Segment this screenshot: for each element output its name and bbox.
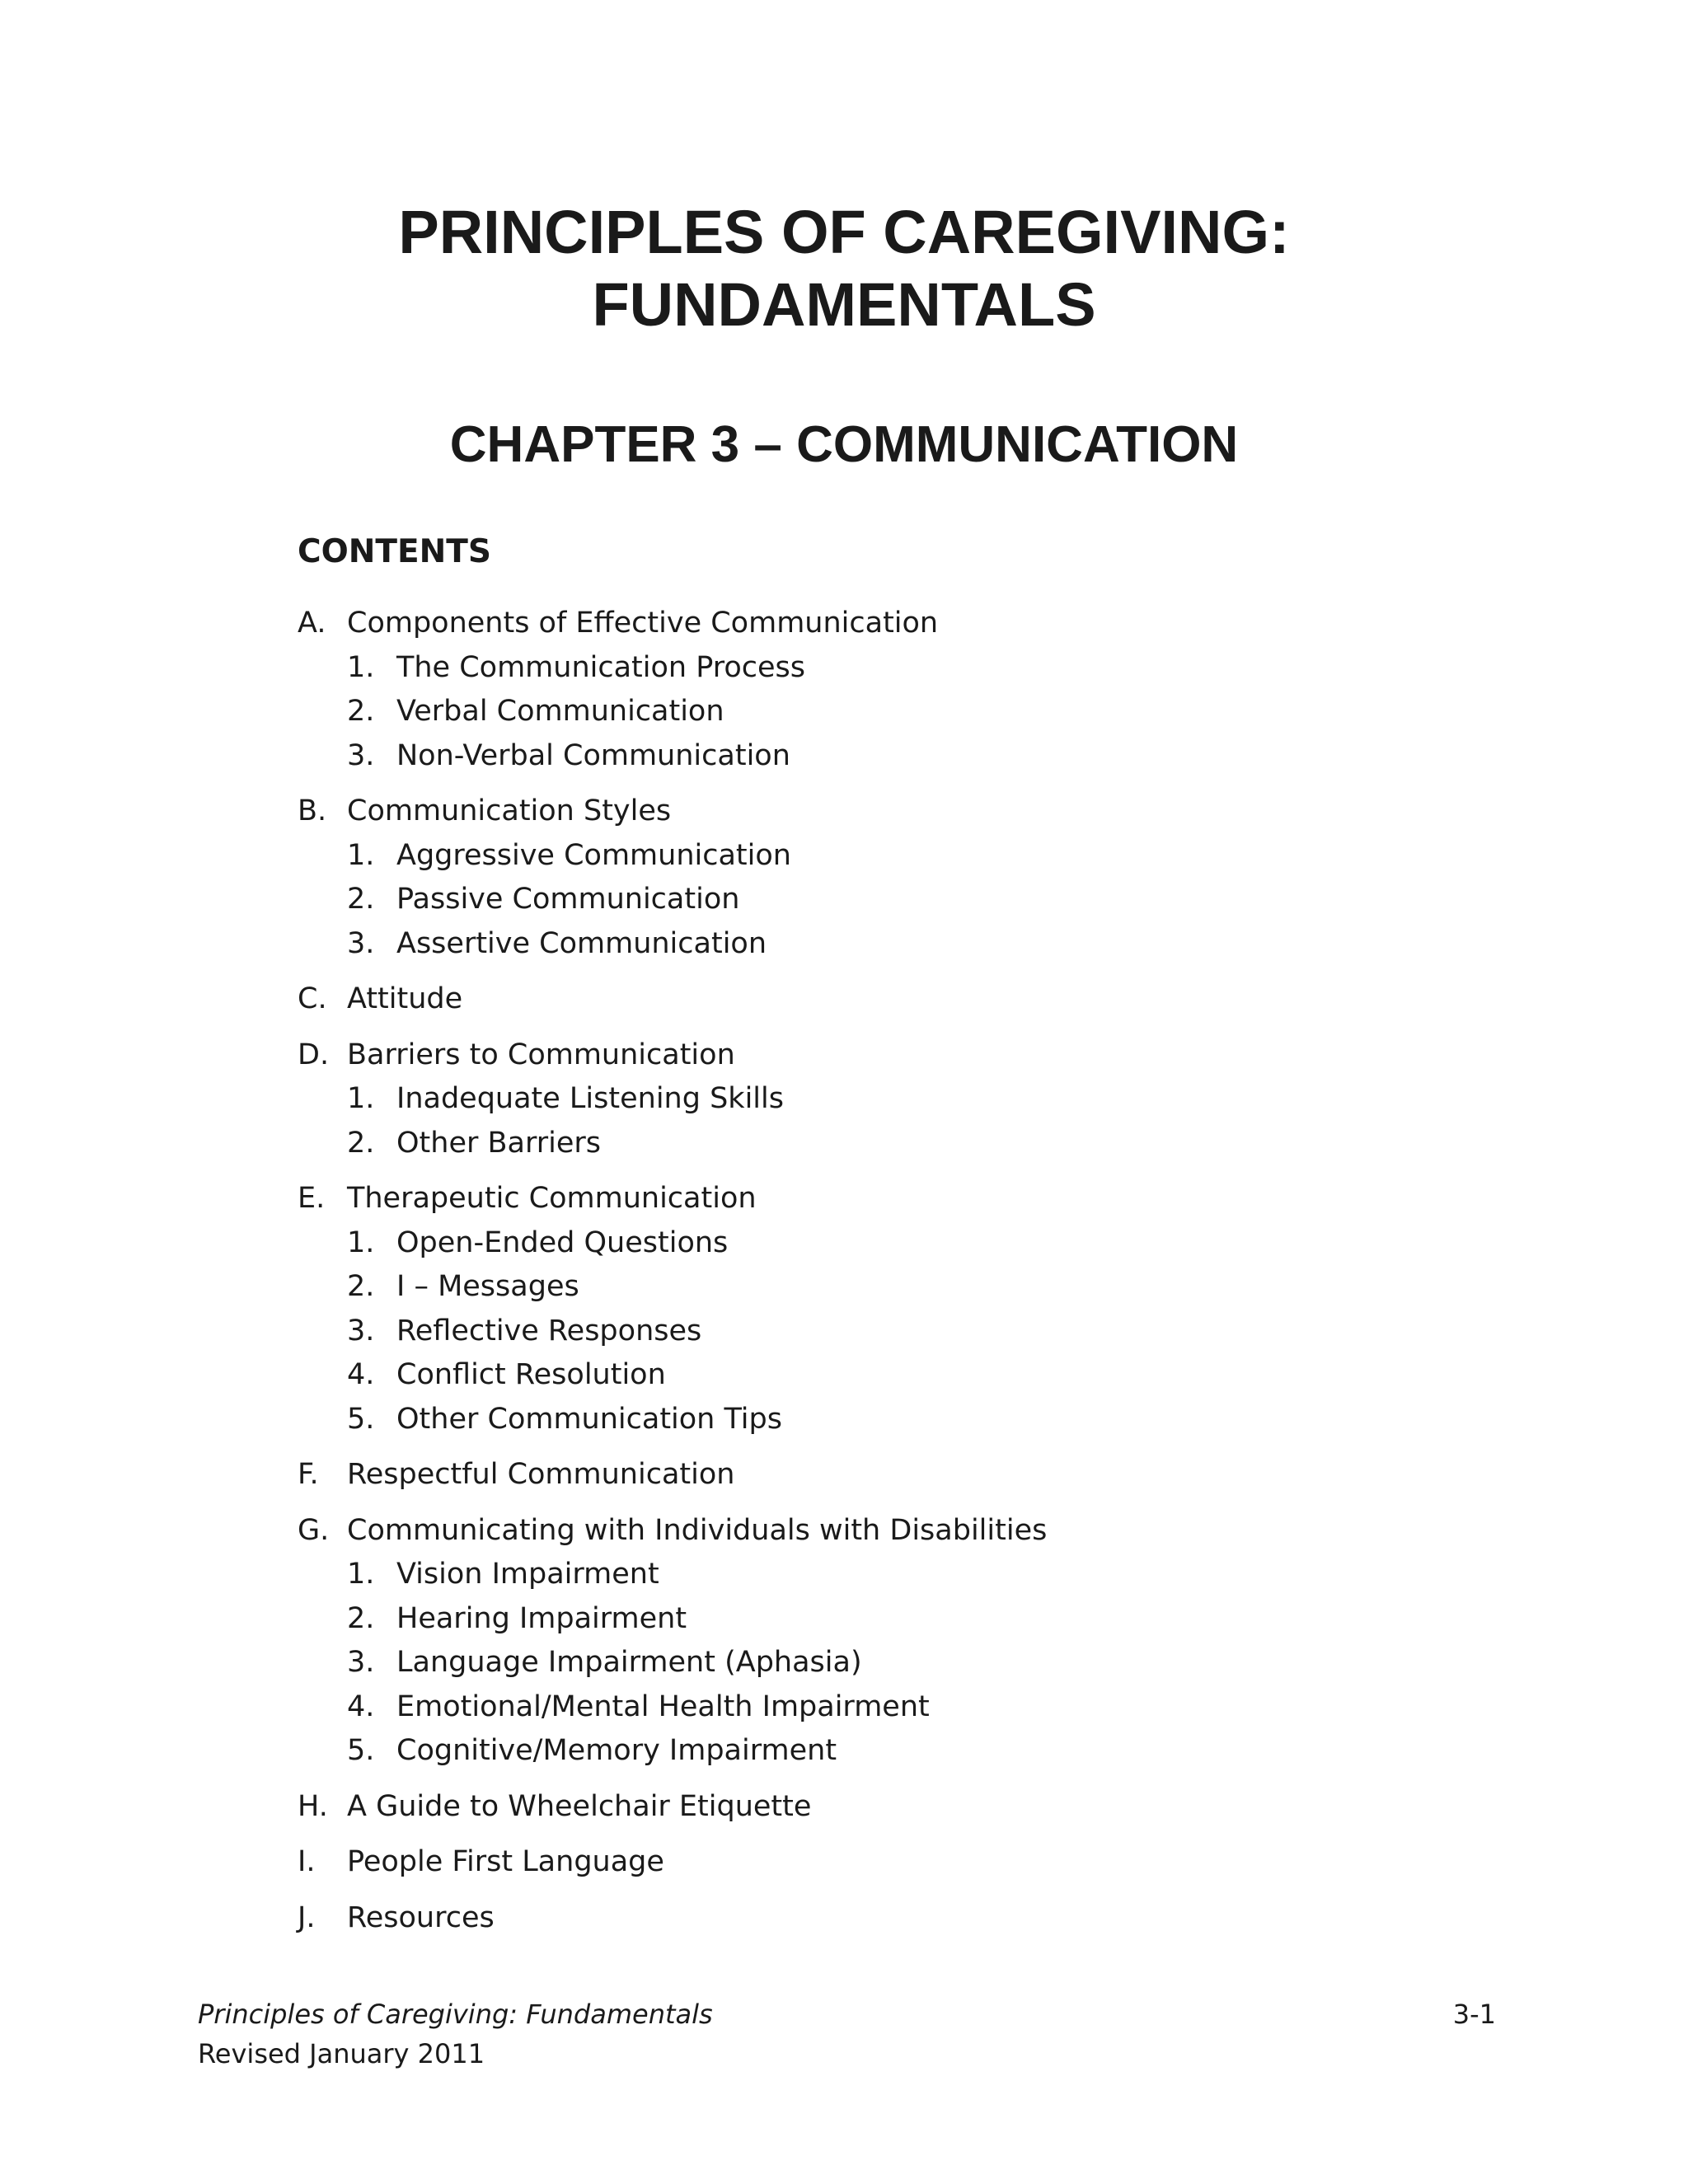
toc-subitem <box>298 1553 1451 1597</box>
toc-subitem-marker: 2. <box>347 1126 375 1160</box>
toc-section-marker: F. <box>298 1458 319 1491</box>
toc-section-row <box>298 1453 1451 1497</box>
toc-subitem-label: Assertive Communication <box>396 926 767 960</box>
toc-subitem-label: Aggressive Communication <box>396 838 791 872</box>
toc-subitem <box>298 1641 1451 1685</box>
toc-subitem <box>298 1729 1451 1774</box>
toc-subitem-label: The Communication Process <box>396 650 805 684</box>
document-title <box>0 196 1688 341</box>
toc-subitem-marker: 3. <box>347 1314 375 1347</box>
toc-subitem-label: Conflict Resolution <box>396 1358 666 1391</box>
toc-section-row <box>298 1840 1451 1885</box>
toc-section-label: Barriers to Communication <box>347 1038 735 1071</box>
toc-subitem-marker: 5. <box>347 1734 375 1767</box>
toc-subitem <box>298 1310 1451 1354</box>
toc-section-label: Communicating with Individuals with Disabilities <box>347 1513 1048 1547</box>
toc-subitem <box>298 1265 1451 1310</box>
toc-section-marker: J. <box>298 1900 316 1934</box>
toc-section-marker: H. <box>298 1789 328 1823</box>
toc-section-label: Therapeutic Communication <box>347 1182 757 1215</box>
toc-section-label: Respectful Communication <box>347 1458 735 1491</box>
toc-subitem-label: Passive Communication <box>396 883 740 916</box>
toc-subitem-label: Language Impairment (Aphasia) <box>396 1646 862 1679</box>
toc-section <box>298 1840 1451 1885</box>
document-title-line-2: FUNDAMENTALS <box>592 270 1096 339</box>
toc-section-row <box>298 1033 1451 1078</box>
toc-subitem-label: Other Communication Tips <box>396 1402 782 1436</box>
toc-section <box>298 977 1451 1022</box>
toc-subitem-marker: 3. <box>347 1646 375 1679</box>
toc-subitem <box>298 734 1451 779</box>
toc-subitem <box>298 646 1451 691</box>
toc-section-marker: C. <box>298 982 327 1015</box>
toc-subitem <box>298 1597 1451 1642</box>
footer-page-number: 3-1 <box>1452 1999 1496 2030</box>
toc-subitem-marker: 1. <box>347 1558 375 1591</box>
toc-section-label: A Guide to Wheelchair Etiquette <box>347 1789 812 1823</box>
toc-subitem-marker: 4. <box>347 1690 375 1723</box>
toc-section-row <box>298 790 1451 834</box>
toc-subitem-label: Hearing Impairment <box>396 1601 687 1635</box>
toc-section <box>298 1509 1451 1774</box>
toc-section <box>298 1896 1451 1941</box>
toc-section-marker: E. <box>298 1182 326 1215</box>
toc-section-row <box>298 1177 1451 1221</box>
toc-subitem-marker: 2. <box>347 1270 375 1303</box>
toc-subitem <box>298 1221 1451 1266</box>
toc-section-label: Components of Effective Communication <box>347 607 939 640</box>
toc-subitem <box>298 1077 1451 1122</box>
chapter-heading: CHAPTER 3 – COMMUNICATION <box>449 416 1239 473</box>
toc-section-marker: G. <box>298 1513 330 1547</box>
table-of-contents <box>298 602 1451 1952</box>
toc-section-row <box>298 602 1451 646</box>
toc-section-marker: A. <box>298 607 326 640</box>
toc-subitem <box>298 1685 1451 1730</box>
toc-subitem-marker: 5. <box>347 1402 375 1436</box>
toc-subitem <box>298 834 1451 879</box>
toc-subitem-label: Inadequate Listening Skills <box>396 1082 784 1115</box>
footer-revised-date: Revised January 2011 <box>198 2038 485 2069</box>
toc-subitem-label: I – Messages <box>396 1270 579 1303</box>
toc-subitem-label: Vision Impairment <box>396 1558 659 1591</box>
toc-section <box>298 1785 1451 1830</box>
toc-subitem-marker: 3. <box>347 926 375 960</box>
toc-subitem-marker: 1. <box>347 838 375 872</box>
page-footer <box>198 1994 1496 2074</box>
toc-subitem <box>298 1122 1451 1166</box>
toc-subitem-label: Emotional/Mental Health Impairment <box>396 1690 930 1723</box>
toc-subitem-label: Open-Ended Questions <box>396 1226 729 1259</box>
toc-subitem <box>298 690 1451 734</box>
footer-book-title: Principles of Caregiving: Fundamentals <box>198 1999 713 2030</box>
toc-subitem-marker: 4. <box>347 1358 375 1391</box>
toc-subitem-label: Non-Verbal Communication <box>396 738 790 772</box>
toc-subitem-label: Other Barriers <box>396 1126 602 1160</box>
toc-section <box>298 790 1451 966</box>
contents-heading: CONTENTS <box>298 533 491 570</box>
toc-section <box>298 602 1451 778</box>
toc-subitem-marker: 1. <box>347 1082 375 1115</box>
toc-subitem-marker: 1. <box>347 1226 375 1259</box>
toc-section-marker: D. <box>298 1038 330 1071</box>
toc-section <box>298 1033 1451 1166</box>
toc-section <box>298 1453 1451 1497</box>
toc-subitem-label: Reflective Responses <box>396 1314 702 1347</box>
toc-subitem <box>298 1353 1451 1398</box>
toc-section-label: Resources <box>347 1900 495 1934</box>
toc-subitem-marker: 1. <box>347 650 375 684</box>
toc-section-label: Communication Styles <box>347 794 672 827</box>
toc-section-row <box>298 1896 1451 1941</box>
toc-subitem <box>298 878 1451 922</box>
toc-section-marker: I. <box>298 1845 316 1878</box>
document-title-line-1: PRINCIPLES OF CAREGIVING: <box>398 198 1290 266</box>
toc-subitem <box>298 922 1451 967</box>
toc-section <box>298 1177 1451 1441</box>
toc-subitem <box>298 1398 1451 1442</box>
toc-section-label: People First Language <box>347 1845 664 1878</box>
toc-subitem-label: Cognitive/Memory Impairment <box>396 1734 837 1767</box>
toc-section-label: Attitude <box>347 982 463 1015</box>
toc-subitem-marker: 2. <box>347 1601 375 1635</box>
toc-section-row <box>298 1785 1451 1830</box>
toc-subitem-marker: 2. <box>347 695 375 728</box>
toc-subitem-marker: 3. <box>347 738 375 772</box>
toc-subitem-label: Verbal Communication <box>396 695 724 728</box>
toc-section-marker: B. <box>298 794 327 827</box>
toc-section-row <box>298 977 1451 1022</box>
toc-section-row <box>298 1509 1451 1554</box>
toc-subitem-marker: 2. <box>347 883 375 916</box>
